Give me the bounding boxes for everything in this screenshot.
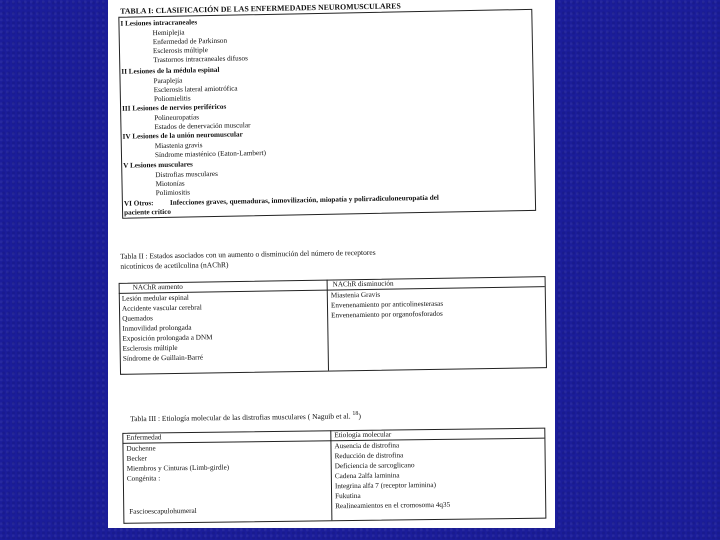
table-3-col-2-header: Etiología molecular <box>334 430 392 440</box>
table-2-cell: Síndrome de Guillain-Barré <box>122 353 204 363</box>
table-2-cell: Quemados <box>122 314 153 323</box>
table-3-title-close: ) <box>358 411 361 421</box>
table-3-cell: Reducción de distrofina <box>334 451 404 461</box>
table-3-cell: Congénita : <box>126 474 161 483</box>
table-2-cell: Exposición prolongada a DNM <box>122 333 213 343</box>
table-1-item: Estados de denervación muscular <box>154 121 251 132</box>
table-1-group-heading: II Lesiones de la médula espinal <box>121 65 220 76</box>
table-2-cell: Esclerosis múltiple <box>122 343 178 353</box>
table-1-item: Distrofias musculares <box>155 169 218 180</box>
table-1-other-text: Infecciones graves, quemaduras, inmovilización, miopatía y polirradiculoneuropatía del <box>169 193 439 207</box>
table-2-cell: Inmovilidad prolongada <box>122 323 192 333</box>
table-1-item: Trastornos intracraneales difusos <box>153 54 248 65</box>
table-1-item: Miastenia gravis <box>154 141 203 151</box>
table-3-cell: Realineamientos en el cromosoma 4q35 <box>335 500 451 511</box>
table-2-cell: Lesión medular espinal <box>121 293 189 303</box>
table-1-item: Síndrome miasténico (Eaton-Lambert) <box>154 148 267 160</box>
scanned-document-page <box>108 0 555 528</box>
table-3-title <box>130 411 361 423</box>
table-1-item: Enfermedad de Parkinson <box>152 36 228 47</box>
table-2-cell: Envenenamiento por organofosforados <box>331 309 443 320</box>
table-3-cell: Fascioescapulohumeral <box>129 506 197 516</box>
table-1-item: Polineuropatías <box>154 113 200 123</box>
table-1-group-heading: III Lesiones de nervios periféricos <box>122 102 227 113</box>
table-2-col-1-header: NAChR aumento <box>132 282 183 292</box>
table-3-cell: Integrina alfa 7 (receptor laminina) <box>334 480 436 491</box>
table-1-item: Esclerosis lateral amiotrófica <box>153 84 238 95</box>
table-3-cell: Deficiencia de sarcoglicano <box>334 461 415 471</box>
table-1-item: Esclerosis múltiple <box>152 46 208 56</box>
table-2-cell: Envenenamiento por anticolinesterasas <box>330 299 444 310</box>
table-3-cell: Miembros y Cinturas (Limb-girdle) <box>126 463 230 473</box>
table-3-col-1-header: Enfermedad <box>126 433 162 442</box>
table-3-title-reference: 18 <box>352 410 359 418</box>
table-1-group-heading: IV Lesiones de la unión neuromuscular <box>122 130 243 141</box>
table-2 <box>108 238 555 380</box>
table-3-cell: Duchenne <box>126 444 156 453</box>
table-1-item: Hemiplejia <box>152 28 185 38</box>
table-1-item: Poliomielitis <box>153 94 191 104</box>
table-1-group-heading: I Lesiones intracraneales <box>120 18 198 28</box>
table-3-cell: Cadena 2alfa laminina <box>334 471 400 481</box>
table-1-title: TABLA I: CLASIFICACIÓN DE LAS ENFERMEDADES NEUROMUSCULARES <box>120 1 401 16</box>
table-1-item: Miotonías <box>155 179 185 189</box>
table-1-group-heading: V Lesiones musculares <box>123 160 193 170</box>
table-1-other-text: paciente crítico <box>124 207 172 217</box>
table-2-cell: Accidente vascular cerebral <box>121 303 202 313</box>
table-2-title-line-2: nicotínicos de acetilcolina (nAChR) <box>120 260 229 271</box>
table-1 <box>108 0 555 230</box>
table-3-cell: Fukutina <box>335 491 361 501</box>
table-3-cell: Becker <box>126 454 148 463</box>
table-1-group-heading: VI Otros: <box>123 199 154 208</box>
table-3-cell: Ausencia de distrofina <box>334 441 400 451</box>
table-1-item: Polimiositis <box>155 188 191 198</box>
table-3 <box>108 403 555 528</box>
table-2-col-2-header: NAChR disminución <box>332 279 394 289</box>
table-2-title: Tabla II : Estados asociados con un aumento o disminución del número de receptores <box>120 247 376 261</box>
table-3-title-text: Tabla III : Etiología molecular de las distrofias musculares ( Naguib et al. <box>130 411 351 424</box>
table-2-cell: Miastenia Gravis <box>330 290 381 300</box>
table-1-item: Paraplejía <box>153 76 183 86</box>
